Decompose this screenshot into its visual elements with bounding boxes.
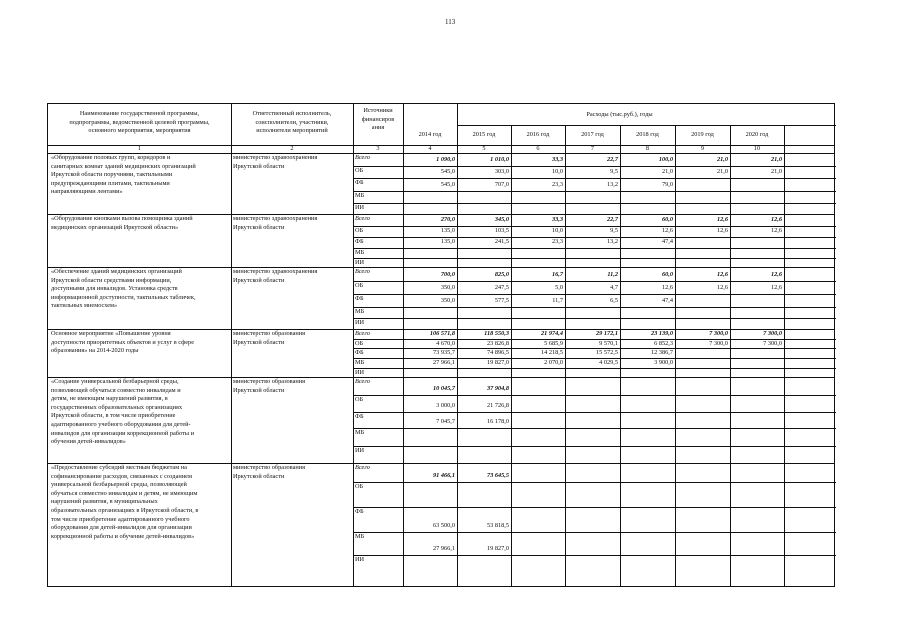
value-cell: 33,3 — [551, 156, 563, 163]
header-year: 2014 год — [418, 131, 442, 138]
value-cell: 23 826,8 — [486, 340, 509, 347]
value-cell: 23 139,0 — [650, 330, 673, 337]
value-cell: 33,3 — [551, 216, 563, 223]
value-cell: 7 300,0 — [763, 340, 782, 347]
column-number: 2 — [290, 145, 294, 152]
column-number: 10 — [753, 145, 761, 152]
value-cell: 1 090,0 — [436, 156, 455, 163]
column-divider — [353, 104, 354, 586]
value-cell: 53 818,5 — [486, 522, 509, 529]
value-cell: 135,0 — [440, 227, 455, 234]
value-cell: 23,3 — [551, 238, 563, 245]
value-cell: 135,0 — [440, 238, 455, 245]
source-label: ИИ — [355, 447, 365, 454]
value-cell: 100,0 — [658, 156, 673, 163]
value-cell: 21 974,4 — [540, 330, 563, 337]
value-cell: 47,4 — [661, 238, 673, 245]
subrow-line — [353, 307, 836, 308]
header-executor: Ответственный исполнитель, соисполнители, участники, исполнители мероприятий — [252, 110, 332, 135]
value-cell: 106 571,8 — [429, 330, 455, 337]
row-executor: министерство образования Иркутской области — [233, 330, 305, 346]
value-cell: 16,7 — [551, 271, 563, 278]
row-name: «Оборудование половых групп, коридоров и санитарных комнат зданий медицинских организаций Иркутской области поручнями, тактильными предупреждающими плитами, тактильными направляющими лентами» — [51, 154, 196, 196]
value-cell: 577,5 — [494, 297, 509, 304]
subrow-line — [353, 294, 836, 295]
value-cell: 13,2 — [606, 181, 618, 188]
subrow-line — [353, 482, 836, 483]
value-cell: 7 300,0 — [709, 330, 728, 337]
source-label: ОБ — [355, 282, 364, 289]
value-cell: 12,6 — [661, 227, 673, 234]
header-name: Наименование государственной программы, подпрограммы, ведомственной целевой программы, основного мероприятия, мероприятия — [69, 110, 210, 135]
value-cell: 118 550,3 — [484, 330, 509, 337]
source-label: ОБ — [355, 340, 364, 347]
header-expenses: Расходы (тыс.руб.), годы — [586, 111, 653, 118]
row-name: «Предоставление субсидий местным бюджетам на софинансирование расходов, связанных с созданием универсальной безбарьерной среды, позволяющей обучаться совместно инвалидам и детям, не имеющим нарушений развития, в муниципальных образовательных организациях в Иркутской области, в том числе приобретение адаптированного учебного оборудования для детей-инвалидов для организации коррекционной работы и обучение детей-инвалидов» — [51, 464, 199, 540]
subrow-line — [353, 258, 836, 259]
subrow-line — [353, 555, 836, 556]
subrow-line — [353, 281, 836, 282]
subrow-line — [353, 191, 836, 192]
source-label: ОБ — [355, 167, 364, 174]
column-number: 8 — [645, 145, 650, 152]
header-source: Источники финансиров ания — [361, 107, 395, 132]
value-cell: 12,6 — [770, 284, 782, 291]
value-cell: 19 827,0 — [486, 545, 509, 552]
source-label: Всего — [355, 464, 370, 471]
value-cell: 21,0 — [770, 156, 782, 163]
source-label: Всего — [355, 215, 370, 222]
value-cell: 270,0 — [440, 216, 455, 223]
header-year: 2018 год — [636, 131, 659, 138]
source-label: МБ — [355, 308, 365, 315]
value-cell: 29 172,1 — [595, 330, 618, 337]
value-cell: 60,0 — [661, 216, 673, 223]
subrow-line — [353, 178, 836, 179]
source-label: ФБ — [355, 349, 364, 356]
subrow-line — [353, 318, 836, 319]
value-cell: 73 645,5 — [486, 472, 509, 479]
value-cell: 303,0 — [494, 168, 509, 175]
value-cell: 73 935,7 — [432, 349, 455, 356]
value-cell: 7 045,7 — [436, 418, 455, 425]
subrow-line — [353, 412, 836, 413]
value-cell: 21,0 — [716, 168, 728, 175]
column-number: 5 — [482, 145, 486, 152]
value-cell: 79,0 — [661, 181, 673, 188]
subrow-line — [353, 203, 836, 204]
source-label: МБ — [355, 192, 365, 199]
value-cell: 241,5 — [494, 238, 509, 245]
source-label: МБ — [355, 429, 365, 436]
value-cell: 12 386,7 — [650, 349, 673, 356]
column-divider — [675, 125, 676, 586]
header-year: 2019 год — [691, 131, 714, 138]
value-cell: 5 685,9 — [544, 340, 563, 347]
subrow-line — [353, 507, 836, 508]
value-cell: 21 726,8 — [486, 402, 509, 409]
value-cell: 12,6 — [716, 216, 728, 223]
value-cell: 14 218,5 — [540, 349, 563, 356]
subrow-line — [353, 532, 836, 533]
header-year: 2017 год — [581, 131, 604, 138]
value-cell: 21,0 — [770, 168, 782, 175]
source-label: МБ — [355, 359, 365, 366]
value-cell: 16 178,0 — [486, 418, 509, 425]
row-name: «Оборудование кнопками вызова помощника зданий медицинских организаций Иркутской области» — [51, 215, 193, 231]
value-cell: 825,0 — [494, 271, 509, 278]
column-number: 9 — [700, 145, 705, 152]
value-cell: 7 300,0 — [763, 330, 782, 337]
value-cell: 60,0 — [661, 271, 673, 278]
value-cell: 700,0 — [440, 271, 455, 278]
value-cell: 12,6 — [716, 271, 728, 278]
value-cell: 37 904,8 — [486, 385, 509, 392]
value-cell: 47,4 — [661, 297, 673, 304]
value-cell: 9 570,1 — [599, 340, 618, 347]
source-label: ФБ — [355, 179, 364, 186]
subrow-line — [353, 428, 836, 429]
value-cell: 21,0 — [661, 168, 673, 175]
value-cell: 19 827,0 — [486, 359, 509, 366]
value-cell: 21,0 — [716, 156, 728, 163]
subrow-line — [353, 395, 836, 396]
column-number: 7 — [590, 145, 595, 152]
value-cell: 91 466,1 — [432, 472, 455, 479]
source-label: ФБ — [355, 413, 364, 420]
value-cell: 3 000,0 — [436, 402, 455, 409]
value-cell: 545,0 — [440, 168, 455, 175]
row-executor: министерство здравоохранения Иркутской области — [233, 268, 318, 284]
column-number: 6 — [536, 145, 540, 152]
source-label: Всего — [355, 378, 370, 385]
value-cell: 10,0 — [551, 168, 563, 175]
row-name: «Создание универсальной безбарьерной среды, позволяющей обучаться совместно инвалидам и детям, не имеющим нарушений развития, в государственных образовательных организациях Иркутской области, в том числе приобретение адаптированного учебного оборудования для детей- инвалидов для организации коррекционной работы и обучения детей-инвалидов» — [51, 378, 194, 446]
value-cell: 6,5 — [610, 297, 618, 304]
value-cell: 10,0 — [551, 227, 563, 234]
value-cell: 12,6 — [661, 284, 673, 291]
budget-table — [47, 103, 835, 587]
row-name: «Обеспечение зданий медицинских организаций Иркутской области средствами информации, доступными для инвалидов. Установка средств информационной доступности, тактильных табличек, тактильных мнемосхем» — [51, 268, 196, 310]
value-cell: 74 896,5 — [486, 349, 509, 356]
value-cell: 247,5 — [494, 284, 509, 291]
value-cell: 2 070,0 — [544, 359, 563, 366]
source-label: ИИ — [355, 259, 365, 266]
value-cell: 15 572,5 — [595, 349, 618, 356]
value-cell: 103,5 — [494, 227, 509, 234]
source-label: Всего — [355, 268, 370, 275]
row-executor: министерство образования Иркутской области — [233, 464, 305, 480]
value-cell: 12,6 — [770, 216, 782, 223]
source-label: МБ — [355, 533, 365, 540]
value-cell: 13,2 — [606, 238, 618, 245]
value-cell: 12,6 — [716, 284, 728, 291]
source-label: ИИ — [355, 319, 365, 326]
value-cell: 23,3 — [551, 181, 563, 188]
page-number: 113 — [445, 18, 456, 26]
value-cell: 5,0 — [555, 284, 563, 291]
source-label: ИИ — [355, 369, 365, 376]
value-cell: 22,7 — [606, 156, 618, 163]
subrow-line — [353, 248, 836, 249]
value-cell: 707,0 — [494, 181, 509, 188]
source-label: Всего — [355, 330, 370, 337]
subrow-line — [353, 368, 836, 369]
source-label: ФБ — [355, 238, 364, 245]
subrow-line — [353, 446, 836, 447]
source-label: МБ — [355, 249, 365, 256]
value-cell: 12,6 — [770, 227, 782, 234]
value-cell: 27 966,1 — [432, 545, 455, 552]
column-number: 4 — [428, 145, 432, 152]
subrow-line — [353, 166, 836, 167]
header-year: 2016 год — [526, 131, 550, 138]
value-cell: 22,7 — [606, 216, 618, 223]
value-cell: 27 966,1 — [432, 359, 455, 366]
row-executor: министерство здравоохранения Иркутской области — [233, 154, 318, 170]
source-label: ОБ — [355, 396, 364, 403]
value-cell: 1 010,0 — [490, 156, 509, 163]
source-label: ИИ — [355, 556, 365, 563]
row-executor: министерство образования Иркутской области — [233, 378, 305, 394]
column-number: 1 — [137, 145, 142, 152]
value-cell: 3 900,0 — [654, 359, 673, 366]
value-cell: 63 500,0 — [432, 522, 455, 529]
value-cell: 11,2 — [607, 271, 618, 278]
column-divider — [730, 125, 731, 586]
value-cell: 4 670,0 — [436, 340, 455, 347]
column-divider — [231, 104, 232, 586]
value-cell: 11,7 — [552, 297, 563, 304]
value-cell: 6 852,3 — [654, 340, 673, 347]
header-year: 2020 год — [745, 131, 769, 138]
header-subline — [457, 125, 836, 126]
value-cell: 350,0 — [440, 284, 455, 291]
value-cell: 12,6 — [716, 227, 728, 234]
value-cell: 545,0 — [440, 181, 455, 188]
value-cell: 350,0 — [440, 297, 455, 304]
source-label: ФБ — [355, 295, 364, 302]
header-year: 2015 год — [472, 131, 496, 138]
value-cell: 7 300,0 — [709, 340, 728, 347]
value-cell: 9,5 — [610, 227, 618, 234]
source-label: Всего — [355, 154, 370, 161]
column-divider — [784, 125, 785, 586]
value-cell: 12,6 — [770, 271, 782, 278]
source-label: ОБ — [355, 227, 364, 234]
source-label: ИИ — [355, 204, 365, 211]
value-cell: 4 029,5 — [599, 359, 618, 366]
column-number: 3 — [376, 145, 380, 152]
row-name: Основное мероприятие «Повышение уровня доступности приоритетных объектов и услуг в сфере образования» на 2014-2020 годы — [51, 330, 194, 355]
value-cell: 9,5 — [610, 168, 618, 175]
source-label: ФБ — [355, 508, 364, 515]
source-label: ОБ — [355, 483, 364, 490]
value-cell: 10 045,7 — [432, 385, 455, 392]
value-cell: 345,0 — [494, 216, 509, 223]
value-cell: 4,7 — [610, 284, 618, 291]
row-executor: министерство здравоохранения Иркутской области — [233, 215, 318, 231]
